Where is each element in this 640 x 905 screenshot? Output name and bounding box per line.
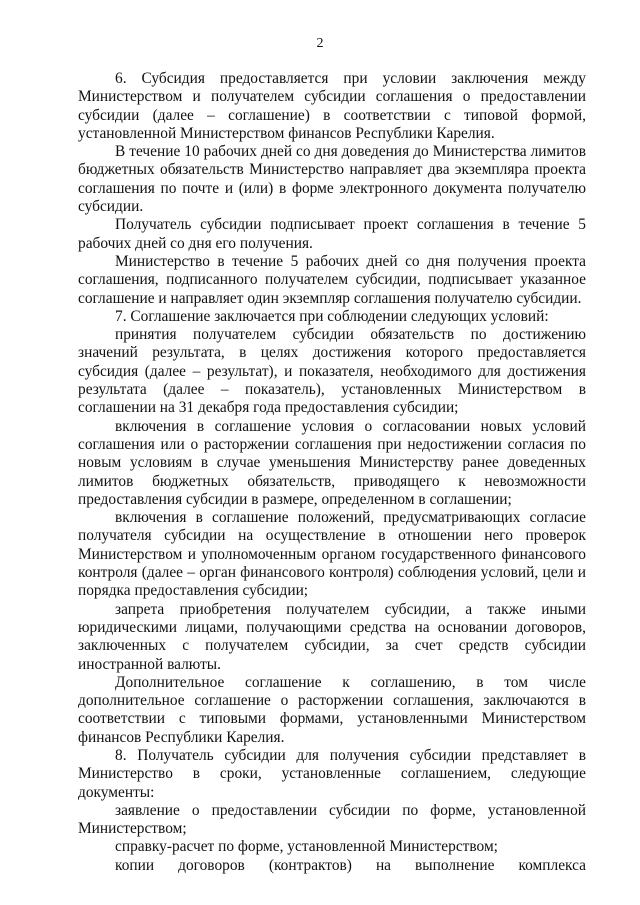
- paragraph-condition-results: принятия получателем субсидии обязательств по достижению значений результата, в целях достижения которого предоставляется субсидия (далее – результат), и показателя, необходимого для достижения результата (далее – показатель), установленных Министерством в соглашении на 31 декабря года предоставления субсидии;: [78, 326, 586, 417]
- paragraph-7-conditions: 7. Соглашение заключается при соблюдении следующих условий:: [115, 307, 549, 325]
- document-body: [78, 70, 586, 875]
- paragraph-condition-currency-ban: запрета приобретения получателем субсидии, а также иными юридическими лицами, получающими средства на основании договоров, заключенных с получателем субсидии, за счет средств субсидии иностранной валюты.: [78, 600, 586, 673]
- paragraph-8-documents: 8. Получатель субсидии для получения субсидии представляет в Министерство в сроки, установленные соглашением, следующие документы:: [78, 746, 586, 801]
- paragraph-calculation-certificate: справку-расчет по форме, установленной Министерством;: [115, 838, 498, 856]
- paragraph-condition-inspections: включения в соглашение положений, предусматривающих согласие получателя субсидии на осуществление в отношении него проверок Министерством и уполномоченным органом государственного финансового контроля (далее – орган финансового контроля) соблюдения условий, цели и порядка предоставления субсидии;: [78, 509, 586, 600]
- paragraph-draft-sending: В течение 10 рабочих дней со дня доведения до Министерства лимитов бюджетных обязательств Министерство направляет два экземпляра проекта соглашения по почте и (или) в форме электронного документа получателю субсидии.: [78, 143, 586, 216]
- page-number: 2: [316, 36, 324, 51]
- paragraph-6-subsidy-agreement: 6. Субсидия предоставляется при условии заключения между Министерством и получателем субсидии соглашения о предоставлении субсидии (далее – соглашение) в соответствии с типовой формой, установленной Министерством финансов Республики Карелия.: [78, 70, 586, 142]
- paragraph-application: заявление о предоставлении субсидии по форме, установленной Министерством;: [78, 801, 586, 838]
- paragraph-contract-copies: копии договоров (контрактов) на выполнение комплекса: [115, 856, 586, 874]
- paragraph-ministry-signs: Министерство в течение 5 рабочих дней со дня получения проекта соглашения, подписанного получателем субсидии, подписывает указанное соглашение и направляет один экземпляр соглашения получателю субсидии.: [78, 252, 586, 307]
- paragraph-additional-agreement: Дополнительное соглашение к соглашению, в том числе дополнительное соглашение о расторжении соглашения, заключаются в соответствии с типовыми формами, установленными Министерством финансов Республики Карелия.: [78, 673, 586, 746]
- paragraph-condition-new-terms: включения в соглашение условия о согласовании новых условий соглашения или о расторжении соглашения при недостижении согласия по новым условиям в случае уменьшения Министерству ранее доведенных лимитов бюджетных обязательств, приводящего к невозможности предоставления субсидии в размере, определенном в соглашении;: [78, 417, 586, 508]
- paragraph-recipient-signs: Получатель субсидии подписывает проект соглашения в течение 5 рабочих дней со дня его получения.: [78, 216, 586, 252]
